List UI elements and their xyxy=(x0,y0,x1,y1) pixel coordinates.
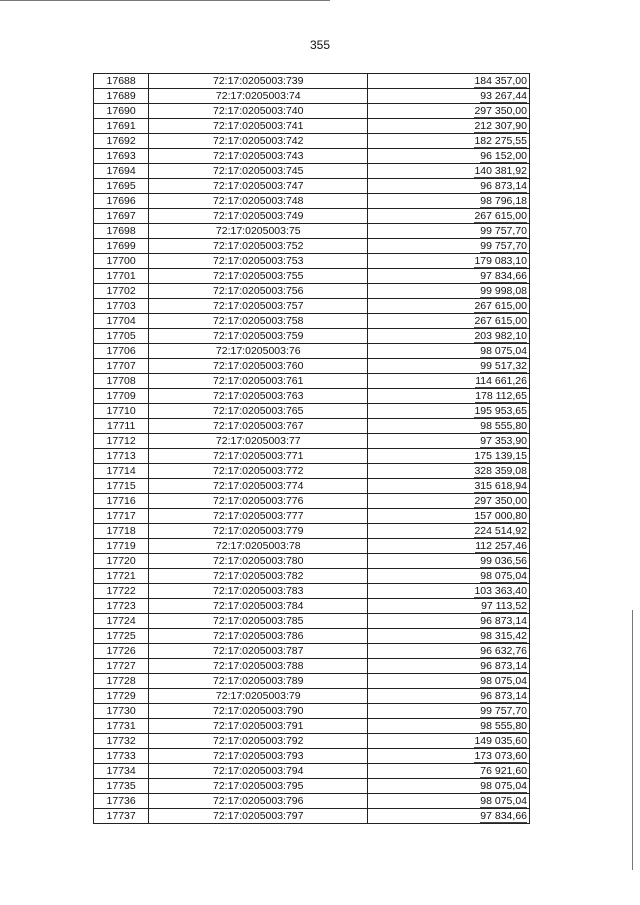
value-text: 328 359,08 xyxy=(474,464,527,477)
table-row xyxy=(94,284,530,299)
table-row xyxy=(94,629,530,644)
value-cell xyxy=(368,104,530,119)
value-text: 315 618,94 xyxy=(474,479,527,492)
row-number-cell: 17717 xyxy=(94,509,149,524)
cadastral-number-cell: 72:17:0205003:794 xyxy=(149,764,368,779)
value-text: 97 834,66 xyxy=(480,809,527,822)
value-cell xyxy=(368,644,530,659)
value-cell xyxy=(368,809,530,824)
value-text: 114 661,26 xyxy=(475,374,527,387)
cadastral-number-cell: 72:17:0205003:753 xyxy=(149,254,368,269)
table-row xyxy=(94,329,530,344)
value-cell xyxy=(368,464,530,479)
cadastral-number-cell: 72:17:0205003:786 xyxy=(149,629,368,644)
row-number-cell: 17731 xyxy=(94,719,149,734)
table-row xyxy=(94,179,530,194)
table-row xyxy=(94,224,530,239)
cadastral-number-cell: 72:17:0205003:792 xyxy=(149,734,368,749)
row-number-cell: 17705 xyxy=(94,329,149,344)
value-text: 93 267,44 xyxy=(480,89,527,102)
value-text: 98 555,80 xyxy=(480,719,527,732)
registry-table xyxy=(93,73,530,824)
cadastral-number-cell: 72:17:0205003:789 xyxy=(149,674,368,689)
value-text: 179 083,10 xyxy=(474,254,527,267)
table-row xyxy=(94,194,530,209)
row-number-cell: 17735 xyxy=(94,779,149,794)
value-cell xyxy=(368,404,530,419)
cadastral-number-cell: 72:17:0205003:759 xyxy=(149,329,368,344)
cadastral-number-cell: 72:17:0205003:760 xyxy=(149,359,368,374)
value-cell xyxy=(368,659,530,674)
row-number-cell: 17709 xyxy=(94,389,149,404)
value-text: 99 036,56 xyxy=(480,554,527,567)
table-row xyxy=(94,389,530,404)
value-text: 76 921,60 xyxy=(480,764,527,777)
table-row xyxy=(94,614,530,629)
table-row xyxy=(94,359,530,374)
scan-mark-top xyxy=(0,0,330,1)
value-text: 195 953,65 xyxy=(474,404,527,417)
row-number-cell: 17729 xyxy=(94,689,149,704)
table-row xyxy=(94,239,530,254)
value-cell xyxy=(368,704,530,719)
table-row xyxy=(94,704,530,719)
cadastral-number-cell: 72:17:0205003:757 xyxy=(149,299,368,314)
row-number-cell: 17725 xyxy=(94,629,149,644)
cadastral-number-cell: 72:17:0205003:784 xyxy=(149,599,368,614)
value-cell xyxy=(368,779,530,794)
table-row xyxy=(94,149,530,164)
row-number-cell: 17706 xyxy=(94,344,149,359)
table-row xyxy=(94,314,530,329)
value-text: 182 275,55 xyxy=(474,134,527,147)
cadastral-number-cell: 72:17:0205003:780 xyxy=(149,554,368,569)
table-row xyxy=(94,644,530,659)
cadastral-number-cell: 72:17:0205003:77 xyxy=(149,434,368,449)
table-row xyxy=(94,539,530,554)
table-row xyxy=(94,449,530,464)
value-cell xyxy=(368,329,530,344)
value-cell xyxy=(368,374,530,389)
cadastral-number-cell: 72:17:0205003:741 xyxy=(149,119,368,134)
value-cell xyxy=(368,719,530,734)
row-number-cell: 17737 xyxy=(94,809,149,824)
value-cell xyxy=(368,584,530,599)
cadastral-number-cell: 72:17:0205003:776 xyxy=(149,494,368,509)
value-cell xyxy=(368,509,530,524)
cadastral-number-cell: 72:17:0205003:76 xyxy=(149,344,368,359)
value-cell xyxy=(368,629,530,644)
cadastral-number-cell: 72:17:0205003:767 xyxy=(149,419,368,434)
value-text: 178 112,65 xyxy=(475,389,527,402)
value-text: 97 113,52 xyxy=(481,599,527,612)
cadastral-number-cell: 72:17:0205003:793 xyxy=(149,749,368,764)
table-row xyxy=(94,299,530,314)
value-text: 157 000,80 xyxy=(474,509,527,522)
cadastral-number-cell: 72:17:0205003:795 xyxy=(149,779,368,794)
value-text: 212 307,90 xyxy=(474,119,527,132)
value-cell xyxy=(368,764,530,779)
row-number-cell: 17704 xyxy=(94,314,149,329)
row-number-cell: 17728 xyxy=(94,674,149,689)
table-row xyxy=(94,509,530,524)
value-cell xyxy=(368,209,530,224)
row-number-cell: 17707 xyxy=(94,359,149,374)
value-cell xyxy=(368,149,530,164)
cadastral-number-cell: 72:17:0205003:755 xyxy=(149,269,368,284)
value-cell xyxy=(368,194,530,209)
table-row xyxy=(94,89,530,104)
row-number-cell: 17730 xyxy=(94,704,149,719)
value-cell xyxy=(368,569,530,584)
value-text: 203 982,10 xyxy=(474,329,527,342)
row-number-cell: 17727 xyxy=(94,659,149,674)
value-cell xyxy=(368,449,530,464)
table-row xyxy=(94,719,530,734)
cadastral-number-cell: 72:17:0205003:79 xyxy=(149,689,368,704)
table-row xyxy=(94,404,530,419)
value-text: 297 350,00 xyxy=(474,104,527,117)
value-cell xyxy=(368,164,530,179)
row-number-cell: 17692 xyxy=(94,134,149,149)
table-row xyxy=(94,524,530,539)
value-text: 224 514,92 xyxy=(474,524,527,537)
value-text: 98 075,04 xyxy=(480,344,527,357)
page-number: 355 xyxy=(309,38,331,52)
row-number-cell: 17708 xyxy=(94,374,149,389)
value-cell xyxy=(368,614,530,629)
value-text: 140 381,92 xyxy=(474,164,527,177)
cadastral-number-cell: 72:17:0205003:748 xyxy=(149,194,368,209)
table-row xyxy=(94,794,530,809)
table-row xyxy=(94,464,530,479)
value-cell xyxy=(368,359,530,374)
row-number-cell: 17695 xyxy=(94,179,149,194)
row-number-cell: 17715 xyxy=(94,479,149,494)
value-cell xyxy=(368,74,530,89)
cadastral-number-cell: 72:17:0205003:797 xyxy=(149,809,368,824)
row-number-cell: 17723 xyxy=(94,599,149,614)
value-text: 99 757,70 xyxy=(480,224,527,237)
table-row xyxy=(94,494,530,509)
cadastral-number-cell: 72:17:0205003:787 xyxy=(149,644,368,659)
value-text: 96 873,14 xyxy=(480,179,527,192)
table-row xyxy=(94,419,530,434)
table-row xyxy=(94,809,530,824)
value-cell xyxy=(368,89,530,104)
cadastral-number-cell: 72:17:0205003:739 xyxy=(149,74,368,89)
value-cell xyxy=(368,239,530,254)
cadastral-number-cell: 72:17:0205003:796 xyxy=(149,794,368,809)
cadastral-number-cell: 72:17:0205003:777 xyxy=(149,509,368,524)
cadastral-number-cell: 72:17:0205003:765 xyxy=(149,404,368,419)
row-number-cell: 17724 xyxy=(94,614,149,629)
row-number-cell: 17718 xyxy=(94,524,149,539)
row-number-cell: 17713 xyxy=(94,449,149,464)
cadastral-number-cell: 72:17:0205003:745 xyxy=(149,164,368,179)
row-number-cell: 17700 xyxy=(94,254,149,269)
row-number-cell: 17694 xyxy=(94,164,149,179)
value-cell xyxy=(368,299,530,314)
table-row xyxy=(94,569,530,584)
table-row xyxy=(94,764,530,779)
cadastral-number-cell: 72:17:0205003:791 xyxy=(149,719,368,734)
row-number-cell: 17696 xyxy=(94,194,149,209)
value-cell xyxy=(368,599,530,614)
row-number-cell: 17721 xyxy=(94,569,149,584)
row-number-cell: 17699 xyxy=(94,239,149,254)
value-cell xyxy=(368,179,530,194)
table-row xyxy=(94,749,530,764)
registry-table-body xyxy=(94,74,530,824)
table-row xyxy=(94,554,530,569)
value-cell xyxy=(368,269,530,284)
table-row xyxy=(94,269,530,284)
table-row xyxy=(94,119,530,134)
cadastral-number-cell: 72:17:0205003:782 xyxy=(149,569,368,584)
row-number-cell: 17719 xyxy=(94,539,149,554)
row-number-cell: 17716 xyxy=(94,494,149,509)
table-row xyxy=(94,134,530,149)
value-text: 175 139,15 xyxy=(474,449,527,462)
value-text: 173 073,60 xyxy=(474,749,527,762)
table-row xyxy=(94,479,530,494)
value-text: 98 075,04 xyxy=(480,674,527,687)
cadastral-number-cell: 72:17:0205003:75 xyxy=(149,224,368,239)
row-number-cell: 17722 xyxy=(94,584,149,599)
value-text: 96 873,14 xyxy=(480,659,527,672)
row-number-cell: 17720 xyxy=(94,554,149,569)
value-cell xyxy=(368,254,530,269)
value-text: 112 257,46 xyxy=(475,539,527,552)
cadastral-number-cell: 72:17:0205003:774 xyxy=(149,479,368,494)
row-number-cell: 17698 xyxy=(94,224,149,239)
value-cell xyxy=(368,419,530,434)
scan-mark-right xyxy=(632,610,633,870)
row-number-cell: 17736 xyxy=(94,794,149,809)
row-number-cell: 17697 xyxy=(94,209,149,224)
value-text: 98 555,80 xyxy=(480,419,527,432)
value-text: 96 873,14 xyxy=(480,614,527,627)
value-text: 99 517,32 xyxy=(480,359,527,372)
table-row xyxy=(94,254,530,269)
row-number-cell: 17691 xyxy=(94,119,149,134)
value-text: 267 615,00 xyxy=(474,314,527,327)
value-text: 98 075,04 xyxy=(480,569,527,582)
value-cell xyxy=(368,794,530,809)
value-text: 98 075,04 xyxy=(480,794,527,807)
value-text: 97 834,66 xyxy=(480,269,527,282)
table-row xyxy=(94,584,530,599)
value-cell xyxy=(368,224,530,239)
value-text: 97 353,90 xyxy=(480,434,527,447)
cadastral-number-cell: 72:17:0205003:783 xyxy=(149,584,368,599)
value-cell xyxy=(368,494,530,509)
value-text: 98 315,42 xyxy=(480,629,527,642)
value-text: 99 757,70 xyxy=(480,239,527,252)
value-cell xyxy=(368,479,530,494)
row-number-cell: 17701 xyxy=(94,269,149,284)
row-number-cell: 17702 xyxy=(94,284,149,299)
table-row xyxy=(94,209,530,224)
value-text: 98 796,18 xyxy=(480,194,527,207)
row-number-cell: 17703 xyxy=(94,299,149,314)
value-cell xyxy=(368,314,530,329)
value-cell xyxy=(368,749,530,764)
value-cell xyxy=(368,539,530,554)
row-number-cell: 17732 xyxy=(94,734,149,749)
table-row xyxy=(94,104,530,119)
cadastral-number-cell: 72:17:0205003:763 xyxy=(149,389,368,404)
value-text: 99 757,70 xyxy=(480,704,527,717)
value-cell xyxy=(368,674,530,689)
value-text: 267 615,00 xyxy=(474,299,527,312)
value-text: 149 035,60 xyxy=(474,734,527,747)
value-cell xyxy=(368,134,530,149)
value-text: 98 075,04 xyxy=(480,779,527,792)
value-cell xyxy=(368,554,530,569)
value-cell xyxy=(368,344,530,359)
cadastral-number-cell: 72:17:0205003:788 xyxy=(149,659,368,674)
cadastral-number-cell: 72:17:0205003:761 xyxy=(149,374,368,389)
row-number-cell: 17710 xyxy=(94,404,149,419)
table-row xyxy=(94,434,530,449)
table-row xyxy=(94,164,530,179)
table-row xyxy=(94,74,530,89)
table-row xyxy=(94,779,530,794)
row-number-cell: 17733 xyxy=(94,749,149,764)
row-number-cell: 17690 xyxy=(94,104,149,119)
table-row xyxy=(94,344,530,359)
value-cell xyxy=(368,524,530,539)
row-number-cell: 17693 xyxy=(94,149,149,164)
cadastral-number-cell: 72:17:0205003:74 xyxy=(149,89,368,104)
row-number-cell: 17726 xyxy=(94,644,149,659)
table-row xyxy=(94,674,530,689)
value-cell xyxy=(368,389,530,404)
cadastral-number-cell: 72:17:0205003:747 xyxy=(149,179,368,194)
cadastral-number-cell: 72:17:0205003:779 xyxy=(149,524,368,539)
row-number-cell: 17714 xyxy=(94,464,149,479)
row-number-cell: 17734 xyxy=(94,764,149,779)
value-text: 267 615,00 xyxy=(474,209,527,222)
cadastral-number-cell: 72:17:0205003:785 xyxy=(149,614,368,629)
table-row xyxy=(94,689,530,704)
value-text: 96 873,14 xyxy=(480,689,527,702)
table-row xyxy=(94,659,530,674)
row-number-cell: 17711 xyxy=(94,419,149,434)
value-cell xyxy=(368,119,530,134)
table-row xyxy=(94,599,530,614)
value-cell xyxy=(368,734,530,749)
cadastral-number-cell: 72:17:0205003:772 xyxy=(149,464,368,479)
value-text: 99 998,08 xyxy=(480,284,527,297)
cadastral-number-cell: 72:17:0205003:756 xyxy=(149,284,368,299)
table-row xyxy=(94,734,530,749)
cadastral-number-cell: 72:17:0205003:749 xyxy=(149,209,368,224)
value-cell xyxy=(368,284,530,299)
table-row xyxy=(94,374,530,389)
cadastral-number-cell: 72:17:0205003:790 xyxy=(149,704,368,719)
value-text: 96 632,76 xyxy=(480,644,527,657)
value-text: 184 357,00 xyxy=(474,74,527,87)
row-number-cell: 17689 xyxy=(94,89,149,104)
cadastral-number-cell: 72:17:0205003:78 xyxy=(149,539,368,554)
value-text: 297 350,00 xyxy=(474,494,527,507)
cadastral-number-cell: 72:17:0205003:771 xyxy=(149,449,368,464)
cadastral-number-cell: 72:17:0205003:742 xyxy=(149,134,368,149)
cadastral-number-cell: 72:17:0205003:752 xyxy=(149,239,368,254)
cadastral-number-cell: 72:17:0205003:758 xyxy=(149,314,368,329)
value-text: 96 152,00 xyxy=(480,149,527,162)
cadastral-number-cell: 72:17:0205003:740 xyxy=(149,104,368,119)
cadastral-number-cell: 72:17:0205003:743 xyxy=(149,149,368,164)
row-number-cell: 17712 xyxy=(94,434,149,449)
value-cell xyxy=(368,434,530,449)
value-cell xyxy=(368,689,530,704)
value-text: 103 363,40 xyxy=(474,584,527,597)
row-number-cell: 17688 xyxy=(94,74,149,89)
